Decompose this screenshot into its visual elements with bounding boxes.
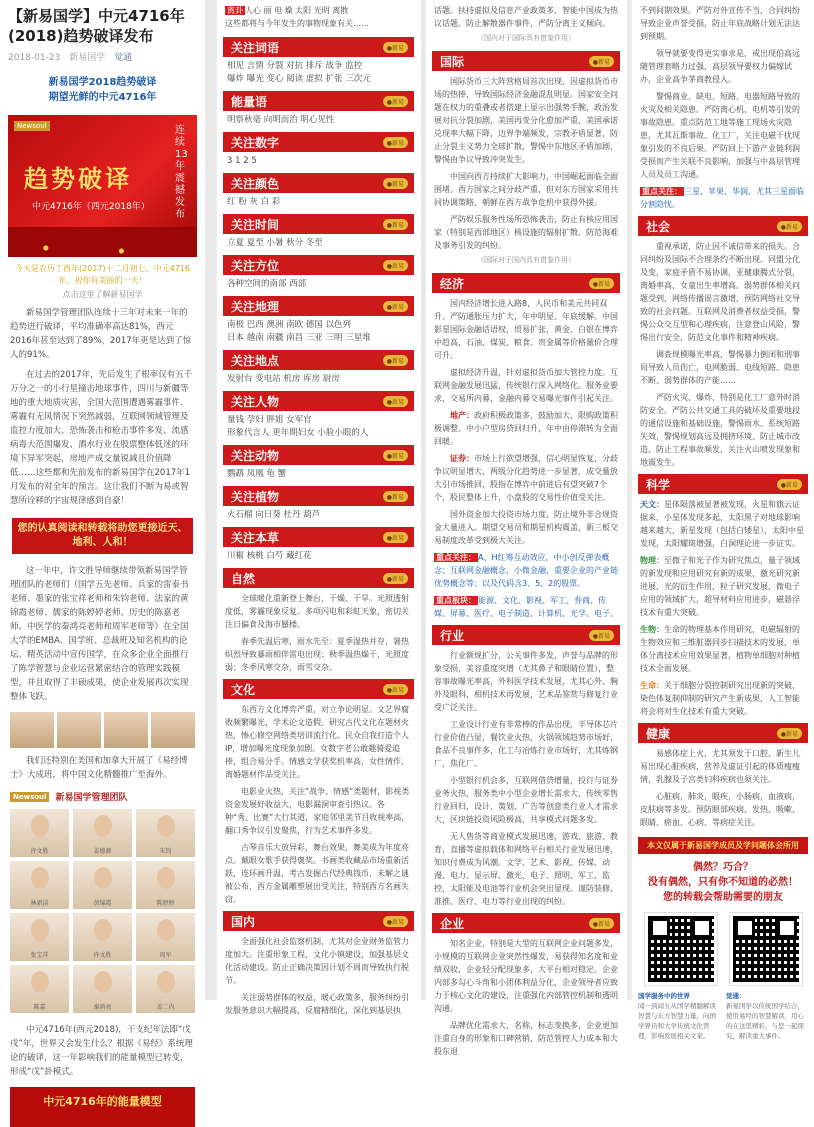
- section-pill-icon: ●新易: [383, 178, 408, 189]
- team-member-photo: 黄锦霞: [73, 861, 132, 909]
- highlight-focus: [632, 181, 814, 211]
- sector-tag: 重点板块：: [436, 596, 476, 605]
- closing-lines: [632, 854, 814, 905]
- article-author: 新易国学: [69, 53, 106, 63]
- intro-headline: [0, 75, 205, 105]
- paragraph: 国内经济增长进入路8，人民币和美元共同双升。严防通胀压力扩大，年中明显、年底缓解。中国影星国际金融话语权，贸易扩张，黄金、白银在博弈中趋高，石油、煤炭、粮食、贵金属等价格量价合理可升。: [434, 299, 618, 360]
- team-member-photo: 陈婷婷: [136, 861, 195, 909]
- label-biology: 生物：: [640, 625, 664, 634]
- paragraph: [632, 494, 814, 550]
- paragraph: [632, 619, 814, 675]
- top-snippet: [217, 0, 420, 32]
- paragraph: 调查规模曝光率高，警惕暴力倒闭和刑事局导致人员伤亡，电网脆弱、电线短路、隐患不断、弱势群体的产能……: [640, 350, 800, 385]
- intro-line-1: 新易国学2018趋势破译: [48, 77, 157, 88]
- section-header-keywords: 关注词语 ●新易: [223, 37, 414, 57]
- article-title: 【新易国学】中元4716年(2018)趋势破译发布: [8, 7, 185, 45]
- qr-caption: [638, 991, 720, 1041]
- column-gap: [205, 0, 216, 1000]
- paragraph: [426, 405, 626, 448]
- section-header-international: 国际 ●新易: [432, 51, 620, 71]
- qr-caption-text: 新易国学以传统国学结合，使用易经的智慧解读，用心的在这里精彩，与您一起探究，解读重大事件。: [726, 1002, 804, 1040]
- text: 市场上行欲望增强，信心明显恢复，分歧争议明显增大，两级分化趋势进一步显著，成交量放大引市场推回，股指在博弈中前进后有望突破7个个，股民整体上升，小盘股的交易性价值受关注。: [434, 454, 618, 502]
- paragraph: 关注弱势群体的权益，暖心政策多，服务纠纷引发服务意识大幅提高，反腐精细化，深化到基层执: [225, 993, 409, 1015]
- closing-line: 偶然？巧合？: [693, 862, 753, 873]
- note: （国际对于国内具有借鉴作用）: [477, 256, 575, 264]
- cover-subtitle: 中元4716年（西元2018年）: [32, 202, 150, 212]
- team-member-photo: 姜德源: [73, 809, 132, 857]
- section-pill-icon: ●新易: [383, 684, 408, 695]
- section-header-culture: 文化 ●新易: [223, 679, 414, 699]
- focus-tag: 重点关注：: [642, 187, 682, 196]
- paragraph: 工业设计行业有非常棒的作品出现，半导体芯片行业价值凸显，餐饮业火热，火锅领域趋势市场好，食品不良事件多，化工与冶炼行业市场好，尤其炼钢厂，焦化厂。: [434, 720, 618, 768]
- team-member-photo: 朱钧: [136, 809, 195, 857]
- paragraph: 中元4716年(西元2018)，干支纪年法即“戊戌”年，世界又会发生什么？根据《易经》系统理论的破译，这一年影响我们的能量模型已转变，形成“戊”卦模式。: [10, 1025, 193, 1077]
- focus-tag: 重点关注：: [436, 553, 476, 562]
- section-items: 量钱 孕妇 胖姐 女军官 形象代言人 更年期妇女 小脸小眼的人: [227, 415, 369, 438]
- closing-line: 没有偶然，只有你不知道的必然！: [648, 877, 798, 888]
- text: 生命的物理基本作用研究，电磁辐射的生物效应和三维脏器同步扫描技术的发展，单体分离技术应用效果显著，植物单细胞对种植技术全面发展。: [640, 625, 800, 673]
- sector-text: 能源、文化、影视、军工、券商、传媒、屏幕、医疗、电子制造、计算机、光学、电子。: [434, 596, 618, 618]
- section-pill-icon: ●新易: [383, 42, 408, 53]
- account-link[interactable]: 觉通: [114, 53, 133, 63]
- team-member-photo: 林新洁: [10, 861, 69, 909]
- section-pill-icon: ●新易: [777, 479, 802, 490]
- section-pill-icon: ●新易: [589, 278, 614, 289]
- cover-decoration: [8, 227, 197, 257]
- section-pill-icon: ●新易: [383, 532, 408, 543]
- section-pill-icon: ●新易: [777, 221, 802, 232]
- top-snippet-text: 人心 丽 电 燥 太阳 光明 离散 这些都将与今年发生的事物现象有关……: [225, 6, 369, 28]
- text: 关于细胞分裂控制研究出现新的突破，染色体复制抑制的研究产生新成果，人工智能将会将对生化技术有重大突破。: [640, 681, 800, 716]
- section-items: 3 1 2 5: [227, 156, 257, 166]
- section-items: 立夏 夏至 小暑 秋分 冬至: [227, 238, 323, 248]
- column-3: [425, 0, 626, 1056]
- text: 政府积极政策多，鼓励加大，限购政策积极调整。中小户型房贷回归升，年中由停滞转为全面回暖。: [434, 411, 618, 446]
- section-header-science: 科学 ●新易: [638, 474, 808, 494]
- qr-code-icon[interactable]: [730, 913, 802, 985]
- article-meta: [0, 46, 205, 67]
- team-member-photo: 陈嘉: [10, 965, 69, 1013]
- paragraph: 无人售货等商业模式发展迅速，游戏、旅游、教育，直播等虚拟载体和网络平台相关行业发展迅速，知识付费成为风潮。文学、艺术、影视、传媒、动漫、电力、显示屏、激光、电子、照明、军工、监控，太阳能及电池等行业机会突出显现。谨防装修、准推、医疗、电力等行业出现的纠纷。: [434, 832, 618, 906]
- newsoul-logo: Newsoul: [14, 121, 50, 131]
- paragraph: 电影业火热，关注“战争、情感”类题材，影视类资金发展好收益大，电影漏洞审查引热议。各种“秀、比赛”大行其道，家庭邻里美节目收视率高，翻口秀争议引发聚焦，行为艺术事件多发。: [225, 787, 410, 835]
- section-header-plants: 关注植物 ●新易: [223, 486, 414, 506]
- cover-title: 趋势破译: [24, 164, 132, 193]
- label-physics: 物理：: [640, 556, 664, 565]
- section-header-direction: 关注方位 ●新易: [223, 255, 414, 275]
- newsoul-logo: Newsoul: [10, 792, 49, 802]
- section-pill-icon: ●新易: [383, 355, 408, 366]
- section-header-numbers: 关注数字 ●新易: [223, 132, 414, 152]
- paragraph: 国外资金加大投资市场力度，防止境外非合规资金大量进入。期望交易员和期星机构震盖，新三板交易制度改革受到极大关注。: [434, 510, 618, 545]
- section-pill-icon: ●新易: [383, 396, 408, 407]
- paragraph: 中国向西方持续扩大影响力，中国崛起面临全面围堵。西方国家之间分歧严重，但对东方国家采用共同协调策略，朝鲜在西方战争危机中获得外援。: [434, 172, 618, 207]
- paragraph: 心脏病，肺炎，眼疾，小肠病，血液病，皮肤病等多发。预防眼部疾病、发热、吸嗽、眼睛、瘀血、心病、等病症关注。: [640, 792, 800, 827]
- event-photos: [10, 712, 195, 748]
- paragraph: 新易国学管理团队连续十三年对未来一年的趋势进行破译，平均准确率高达81%，西元2016年甚至达到了89%，2017年更是达到了惊人的91%。: [10, 308, 192, 360]
- section-header-domestic: 国内 ●新易: [223, 911, 414, 931]
- section-items: 各种空间的南部 西部: [227, 279, 307, 289]
- paragraph: [632, 550, 814, 619]
- paragraph: [632, 675, 814, 718]
- qr-code-icon[interactable]: [645, 913, 717, 985]
- team-title: 新易国学管理团队: [55, 793, 128, 803]
- team-member-photo: 张宝祥: [10, 913, 69, 961]
- column-4: [631, 0, 814, 1040]
- label-astronomy: 天文：: [640, 500, 664, 509]
- section-pill-icon: ●新易: [383, 450, 408, 461]
- section-pill-icon: ●新易: [383, 137, 408, 148]
- paragraph: 易感体症上火，尤其须发于口腔、新生儿易出现心脏疾病，营养及虚证引起的体质瘦瘦情，乳腺及子宫类妇科疾病也须关注。: [640, 749, 800, 784]
- label-life: 生命：: [640, 681, 664, 690]
- section-pill-icon: ●新易: [383, 96, 408, 107]
- article-date: 2018-01-23: [8, 53, 61, 63]
- cover-side-text: 连续13年震撼发布: [175, 125, 188, 220]
- highlight-focus: [426, 547, 626, 590]
- qr-caption-text: 闻一到闻五从国学精髓解读智慧与东方智慧力量，向国学界员和大学传统文化管理，影响发展相关文案。: [638, 1002, 716, 1040]
- paragraph: 领导就要变得更实事求是，戒出现伯高远随管理套略力过强，高层领导要权力偏嫁试办，企业高争茅商教侵入。: [640, 49, 800, 84]
- note: （国内对于国际具有借鉴作用）: [477, 34, 575, 42]
- section-pill-icon: ●新易: [383, 219, 408, 230]
- paragraph: 全球暖化重新登上舞台，干燥、干旱。光照透射度低，雾霾现象反复。多项闪电和彩虹天象，密切关注日偏食及海市蜃楼。: [225, 594, 409, 629]
- section-pill-icon: ●新易: [383, 491, 408, 502]
- section-items: 火石榴 向日葵 杜丹 葫芦: [227, 510, 321, 520]
- event-photo: [151, 712, 195, 748]
- paragraph: [426, 448, 626, 504]
- section-header-places: 关注地点 ●新易: [223, 350, 414, 370]
- section-header-industry: 行业 ●新易: [432, 625, 620, 645]
- section-header-nature: 自然 ●新易: [223, 568, 414, 588]
- closing-line: 您的转载会帮助需要的朋友: [663, 892, 783, 903]
- paragraph: 重视承诺，防止因不诚信带来的损失。合同纠纷及国际不合理条约不断出现。同盟分化及变，家庭矛盾不易协调，亚健康腾式分裂，离婚率高，女童出生率增高。弱势群体相关问题受到，网络传播谣言激增，预防网络社交导致的社会问题。互联网及消费者权益受损，警惕公众交互型和心理疾病，注意登山风险，警惕出行安全，防范文化事件和精神疾病。: [640, 242, 800, 342]
- event-photo: [10, 712, 54, 748]
- paragraph: 品牌优化需求大，名称、标志变换多，企业更加注重自身的形象和口碑营销，防范管控人力成本和大股东退: [434, 1021, 618, 1056]
- section-header-health: 健康 ●新易: [638, 723, 808, 743]
- section-items: 发射台 变电站 机房 库房 厨房: [227, 374, 340, 384]
- paragraph: 小型银行机会多，互联网借贷增量，投行与证券业务火热，服务类中小型企业增长需求大，传统零售行业回归，设计、策划、广告等创意类行业人才需求大，区块链投资风险极高，共享模式问题多发。: [434, 776, 618, 824]
- section-header-energy: 能量语 ●新易: [223, 91, 414, 111]
- team-member-photo: 姜二内: [136, 965, 195, 1013]
- qr-caption-title: 觉通：: [726, 992, 746, 1000]
- paragraph: 行业额规扩分，公关事件多发，声誉与品牌的形象受损，美容重度突增（尤其鼻子和眼睛位置），整容事故曝光率高，外科医学技术发展，尤其心外、胸外及眼科，相机技术再发展，艺术品鉴赏与修复行业受广泛关注。: [434, 651, 618, 712]
- qr-caption: [726, 991, 808, 1041]
- text: 星体陨落被显著被发现，火星和旗云证据来，小星体发现多起，太阳黑子对地球影响越来越大，新星发现（包括白矮星），太阳中星发现，太阳耀斑增强，白洞理论进一步证实。: [640, 500, 804, 548]
- section-pill-icon: ●新易: [383, 301, 408, 312]
- qr-caption-title: 国学服务中的世界: [638, 992, 690, 1000]
- team-grid: [0, 805, 205, 1017]
- section-pill-icon: ●新易: [589, 918, 614, 929]
- paragraph: 知名企业，特别是大型的互联网企业问题多发，小规模的互联网企业突然性爆发，易获得知名度和业绩双收，企业轻分配现象多，大平台相对稳定。企业内部多勾心斗角和小团体利益分化，企业领导者应致力于核心文化的建设，注重强化内部管控机制和透明沟通。: [434, 939, 618, 1013]
- section-header-society: 社会 ●新易: [638, 216, 808, 236]
- paragraph: 虚拟经济升温，针对虚拟货币加大管控力度。互联网金融发展迅猛，传统银行深入网络化。服务业要求，交易所内幕，金融内幕交易曝光事件引起关注。: [434, 368, 618, 403]
- label-securities: 证券：: [450, 454, 474, 463]
- qr-captions: [632, 985, 814, 1041]
- section-header-enterprise: 企业 ●新易: [432, 913, 620, 933]
- column-2: [216, 0, 420, 1015]
- paragraph: 严防娱乐服务性场所恐怖袭击，防止有核应用国家（特别是西部地区）核设施的辐射扩散。防范海难及事务引发的纠纷。: [434, 215, 618, 250]
- paragraph: 全面强化社会监察机制，尤其对企业财务监管力度加大。注重形象工程，文化小镇建设，加强基层文化活动建设。防止正确决策因计划不周而导致执行脱节。: [225, 937, 409, 985]
- section-items: 川椒 核桃 白芍 藏红花: [227, 551, 312, 561]
- event-photo: [104, 712, 148, 748]
- column-1: [0, 0, 205, 1108]
- event-photo: [57, 712, 101, 748]
- team-member-photo: 许文胜: [73, 913, 132, 961]
- section-items: 南极 巴西 澳洲 南欧 德国 以色列 日本 越南 南疆 南昌 三亚 三明 三星堆: [227, 320, 371, 343]
- cover-caption: 今天是农历丁酉年(2017)十二月初七，中元4716年。祝你有美丽的一天！: [15, 264, 190, 285]
- section-header-economy: 经济 ●新易: [432, 273, 620, 293]
- cover-image: [8, 115, 197, 257]
- team-member-photo: 许文胜: [10, 809, 69, 857]
- section-header-colors: 关注颜色 ●新易: [223, 173, 414, 193]
- paragraph: 我们还特别在美国和加拿大开展了《易经博士》大成班，将中国文化精髓推广至海外。: [10, 756, 188, 780]
- section-header-herbs: 关注本草 ●新易: [223, 527, 414, 547]
- section-pill-icon: ●新易: [589, 56, 614, 67]
- section-pill-icon: ●新易: [589, 630, 614, 641]
- section-header-animals: 关注动物 ●新易: [223, 445, 414, 465]
- learn-more-link[interactable]: 点击这里了解新易国学: [62, 290, 143, 299]
- section-header-people: 关注人物 ●新易: [223, 391, 414, 411]
- paragraph: 不到间期效果。严防对外宣传不当，合同纠纷导致企业声誉受损，防止年底战略计划无法达到预期。: [640, 6, 800, 41]
- team-header: [0, 782, 205, 805]
- paragraph: 古琴音乐大放异彩，舞台效果，舞美成为年度亮点。戴眼女歌手获得褒奖。书画类收藏品市场重新活跃，连环画升温，考古发掘古代经典钱币，未解之谜被公布，西方金属雕塑展出受关注，特别西方名画失窃。: [225, 843, 409, 904]
- reading-banner: 您的认真阅读和转载将助您更接近天、地利、人和！: [12, 518, 193, 554]
- paragraph: 在过去的2017年，先后发生了根率仅有五千万分之一的小行星撞击地球事件，四川与新疆等地的重大地质灾害，全国大范围遭遇雾霾事件、雾霾有无风情况下突然减弱，互联网领域管理及监控力度加大、恐怖袭击和枪击事件多发、流感病毒大范围爆发、酒水行业在股票整体低迷的环境下异军突起，房地产成交量锐减且价值降低……这些都和先前发布的新易国学在2017年1月发布的对全年的预言。这让我们不断为易或智慧所诠释的宇宙规律感到自豪！: [10, 370, 193, 506]
- paragraph: 春季先温后寒，雨水先至：夏季湿热并存，暑热炽烈导致暴雨相伴雷电出现；秋季温热燥干，光照度弱；冬季风寒交杂，雨雪交杂。: [225, 637, 409, 672]
- section-header-geography: 关注地理 ●新易: [223, 296, 414, 316]
- paragraph: 严防火灾、爆炸，特别是化工厂意外时消防安全。严防公共交通工具的破坏及重要地段的通信设施和基础设施，警惕雨水、系统短路失效，警惕规划高远及拥挤环境、防止城市改造、防止工程事故频发，关注火山喷发现象和地震发生。: [640, 393, 800, 467]
- qr-codes: [632, 905, 814, 985]
- section-header-time: 关注时间 ●新易: [223, 214, 414, 234]
- intro-line-2: 期望光鲜的中元4716年: [48, 92, 157, 103]
- section-pill-icon: ●新易: [777, 728, 802, 739]
- section-items: 相见 言情 分裂 对抗 排斥 战争 监控 爆炸 曝光 变心 阅读 虚拟 扩张 三次元: [227, 61, 371, 84]
- copyright-banner: 本文仅属于新易国学成员及学问题体会所用: [638, 837, 808, 854]
- paragraph: 国际货币三大阵营格局首次出现，因虚拟货币市场的热捧，导致国际经济金融混乱明显。国家安全问题在权力的重叠或者搭建上显示出强势手腕，政治发展对抗分裂加剧，美国再变分化愈加严重，美国承诺兑现率大幅下降，边界争端频发，宗教矛盾显著，防止分裂主义势力全球扩散，警惕中东地区矛盾加剧，警惕由争议导致冲突发生。: [434, 77, 618, 164]
- section-pill-icon: ●新易: [383, 916, 408, 927]
- label-real-estate: 地产：: [450, 411, 474, 420]
- section-pill-icon: ●新易: [383, 260, 408, 271]
- team-member-photo: 秦鸿亮: [73, 965, 132, 1013]
- paragraph: 话题。扶持虚拟及信息产业政策多，智能中国成为热议话题。防止解散器件事件，严防分离主义倾向。: [434, 6, 618, 28]
- section-items: 红 粉 灰 白 彩: [227, 197, 281, 207]
- section-items: 明察秋毫 向明而治 明心见性: [227, 115, 335, 125]
- highlight-sectors: [426, 590, 626, 620]
- li-gua-tag: 离卦: [227, 6, 243, 15]
- energy-model-banner: 中元4716年的能量模型: [10, 1087, 195, 1127]
- text: 至微子和光子作为研究焦点，量子领域的新发现和应用研究有新的成果，激光研究新进展，光的衍生作用，粒子研究发展，微电子应用的领域扩大，超导材料应用进步，磁悬浮技术有重大突破。: [640, 556, 800, 617]
- focus-text: A、H红筹互动效应，中小创反弹表概念；互联网金融概念，小微金融，重要企业的产业链优势概念等；以及代码含3、5、2的股票。: [434, 553, 618, 588]
- focus-text: 三星、苹果、华润、尤其三星面临分割隐忧。: [640, 187, 804, 209]
- paragraph: 东西方文化博弈严重，对立争论明显。文艺界腐败频繁曝光，学术论文造假。研究古代文化在题材火热，惨心修空网络类培训流行化。民众自我打造个人IP，增加曝光度现象加剧。女数字老公敢趣骑爱追捧，组合易分手。情感文学获奖机率高，女性情作、离婚题材作品受关注。: [225, 705, 409, 779]
- section-items: 鹦鹉 凤凰 龟 蟹: [227, 469, 287, 479]
- paragraph: 警惕商业、缺电、短路、电器短路导致的火灾及相关隐患。严防离心机、电机等引发的事故隐患。重点防范工地等施工现场火灾隐患，尤其瓦斯事故、化工厂，关注电磁干扰现象引发的不良后果。严防回上下游产业链利润受损而产生关联不良影响，加强与中高层管理人员及员工沟通。: [640, 92, 800, 179]
- team-member-photo: 周军: [136, 913, 195, 961]
- section-pill-icon: ●新易: [383, 573, 408, 584]
- paragraph: 这一年中，许文胜导师继续带领新易国学管理团队的老师们（国学五先老师、兵家的雷泰书老师、墨家的张宝祥老师和朱钧老师、法家的黄锦霞老师、儒家的陈婷婷老师、历史的陈嘉老师、中医学的秦鸿亮老师和周军老师等）在全国大学的EMBA、国学班、总裁班及知名机构的论坛、精英活动中宣传国学，在众多企业全面推行了陈学智慧与企业运营紧密结合的管理实践模型，并且取得了丰硕成果，使企业发展再次实现整体飞跃。: [10, 566, 189, 702]
